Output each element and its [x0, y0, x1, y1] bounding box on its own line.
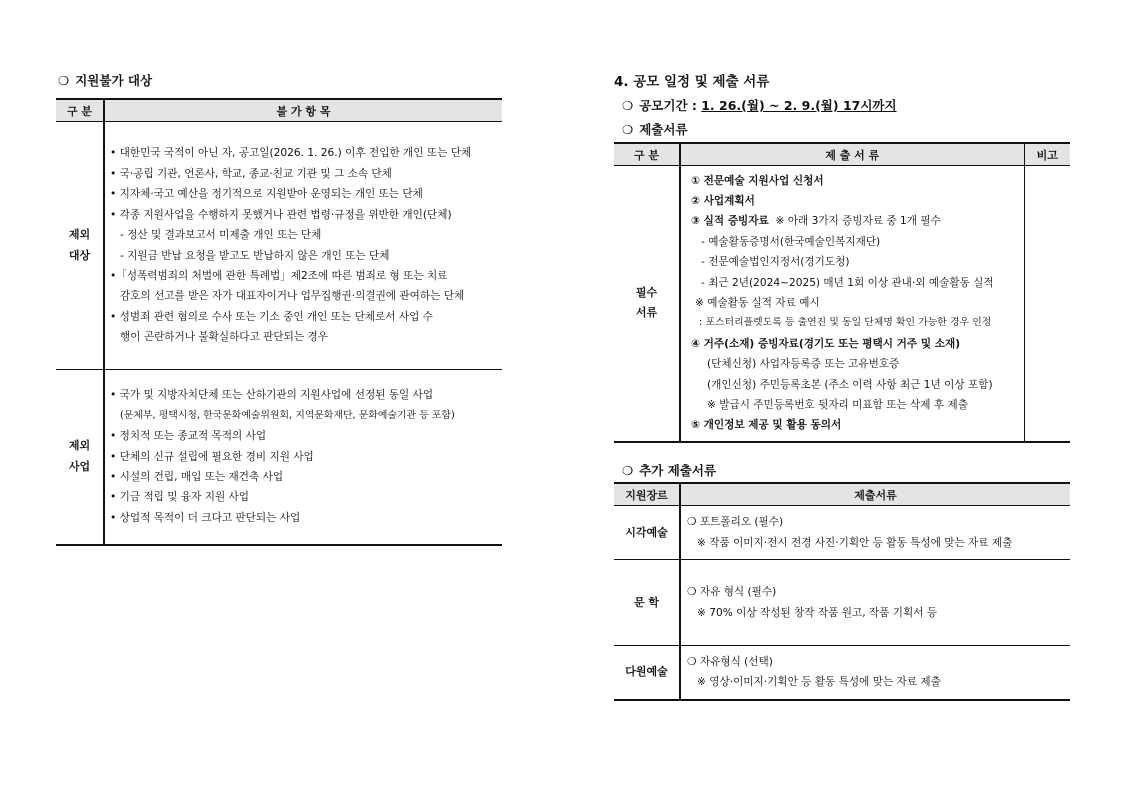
circle-bullet-icon: ❍ [622, 463, 634, 478]
section-title: 4. 공모 일정 및 제출 서류 [614, 74, 770, 90]
list-item: • 각종 지원사업을 수행하지 못했거나 관련 법령·규정을 위반한 개인(단체) [110, 208, 452, 221]
list-item: • 정치적 또는 종교적 목적의 사업 [110, 430, 267, 443]
list-item: - 예술활동증명서(한국예술인복지재단) [701, 235, 881, 248]
list-item: • 시설의 건립, 매입 또는 재건축 사업 [110, 470, 284, 483]
list-item: 행이 곤란하거나 불확실하다고 판단되는 경우 [120, 331, 328, 344]
genre-cell: 다원예술 [614, 646, 680, 700]
ineligible-heading-text: 지원불가 대상 [75, 73, 153, 88]
list-item: (개인신청) 주민등록초본 (주소 이력 사항 최근 1년 이상 포함) [707, 378, 993, 391]
list-item: ⑤ 개인정보 제공 및 활용 동의서 [691, 419, 842, 432]
list-item: • 국가 및 지방자치단체 또는 산하기관의 지원사업에 선정된 동일 사업 [110, 389, 434, 402]
list-item: ※ 작품 이미지·전시 전경 사진·기획안 등 활동 특성에 맞는 자료 제출 [697, 536, 1013, 549]
list-item: • 대한민국 국적이 아닌 자, 공고일(2026. 1. 26.) 이후 전입한 개인 또는 단체 [110, 147, 472, 160]
list-item: ※ 발급시 주민등록번호 뒷자리 미표함 또는 삭제 후 제출 [707, 399, 968, 412]
category-line: 대상 [68, 248, 91, 262]
genre-docs [680, 560, 1070, 646]
list-item: ※ 70% 이상 작성된 창작 작품 원고, 작품 기획서 등 [697, 606, 938, 619]
list-item: - 지원금 반납 요청을 받고도 반납하지 않은 개인 또는 단체 [120, 249, 390, 262]
list-item: ❍ 포트폴리오 (필수) [687, 516, 784, 529]
list-item: ※ 예술활동 실적 자료 예시 [695, 297, 820, 310]
list-item: ④ 거주(소재) 증빙자료(경기도 또는 평택시 거주 및 소재) [691, 337, 961, 350]
list-item: ① 전문예술 지원사업 신청서 [691, 174, 824, 187]
category-line: 사업 [68, 459, 91, 473]
table-row [56, 370, 502, 545]
table-row [614, 166, 1070, 442]
list-item: • 성범죄 관련 혐의로 수사 또는 기소 중인 개인 또는 단체로서 사업 수 [110, 310, 433, 323]
list-item: : 포스터리플렛도록 등 출연진 및 동일 단체명 확인 가능한 경우 인정 [699, 317, 992, 329]
category-line: 제외 [68, 228, 91, 242]
col-header-category: 구 분 [614, 143, 680, 166]
list-item: - 전문예술법인지정서(경기도청) [701, 256, 850, 269]
list-item: ❍ 자유 형식 (필수) [687, 586, 777, 599]
genre-cell: 문 학 [614, 560, 680, 646]
category-line: 제외 [68, 439, 91, 453]
list-item: • 국·공립 기관, 언론사, 학교, 종교·친교 기관 및 그 소속 단체 [110, 167, 392, 180]
remarks-cell [1024, 166, 1070, 442]
required-docs-list [680, 166, 1024, 442]
col-header-remarks: 비고 [1024, 143, 1070, 166]
col-header-extra-docs: 제출서류 [680, 483, 1070, 506]
ineligible-table [56, 98, 502, 546]
list-item: • 단체의 신규 설립에 필요한 경비 지원 사업 [110, 450, 314, 463]
docs-heading-text: 제출서류 [639, 122, 688, 137]
table-row [614, 560, 1070, 646]
table-row [56, 122, 502, 370]
list-item: •「성폭력범죄의 처벌에 관한 특례법」제2조에 따른 범죄로 형 또는 치료 [110, 269, 448, 282]
ineligible-heading [58, 71, 152, 89]
list-item: ❍ 자유형식 (선택) [687, 655, 773, 668]
list-item: • 기금 적립 및 융자 지원 사업 [110, 491, 250, 504]
list-item: • 상업적 목적이 더 크다고 판단되는 사업 [110, 511, 301, 524]
extra-docs-table [614, 482, 1070, 701]
genre-docs [680, 506, 1070, 560]
list-item [691, 211, 1024, 231]
circle-bullet-icon: ❍ [58, 73, 70, 88]
genre-cell: 시각예술 [614, 506, 680, 560]
col-header-genre: 지원장르 [614, 483, 680, 506]
list-item: ② 사업계획서 [691, 195, 755, 208]
excluded-target-items [104, 122, 502, 370]
col-header-category: 구 분 [56, 99, 104, 122]
category-excluded-project [56, 370, 104, 545]
table-row [614, 506, 1070, 560]
period-value: 1. 26.(월) ~ 2. 9.(월) 17시까지 [701, 98, 897, 113]
list-item: (단체신청) 사업자등록증 또는 고유번호증 [707, 358, 900, 371]
required-docs-table [614, 142, 1070, 443]
category-required [614, 166, 680, 442]
list-item: (문체부, 평택시청, 한국문화예술위원회, 지역문화재단, 문화예술기관 등 포함) [120, 409, 455, 421]
category-line: 서류 [635, 306, 658, 320]
category-line: 필수 [635, 285, 658, 299]
col-header-docs: 제 출 서 류 [680, 143, 1024, 166]
list-item: • 지자체·국고 예산을 정기적으로 지원받아 운영되는 개인 또는 단체 [110, 188, 423, 201]
list-item: 감호의 선고를 받은 자가 대표자이거나 업무집행권·의결권에 관여하는 단체 [120, 290, 465, 303]
list-item: - 정산 및 결과보고서 미제출 개인 또는 단체 [120, 229, 322, 242]
excluded-project-items [104, 370, 502, 545]
evidence-note: ※ 아래 3가지 증빙자료 중 1개 필수 [775, 215, 941, 228]
circle-bullet-icon: ❍ [622, 122, 634, 137]
extra-docs-heading-text: 추가 제출서류 [639, 463, 717, 478]
period-line [622, 96, 897, 114]
table-row [614, 646, 1070, 700]
list-item: ※ 영상·이미지·기획안 등 활동 특성에 맞는 자료 제출 [697, 676, 941, 689]
evidence-title: ③ 실적 증빙자료 [691, 215, 769, 228]
extra-docs-heading [622, 461, 716, 479]
docs-heading [622, 120, 688, 138]
genre-docs [680, 646, 1070, 700]
col-header-items: 불 가 항 목 [104, 99, 502, 122]
circle-bullet-icon: ❍ [622, 98, 634, 113]
list-item: - 최근 2년(2024~2025) 매년 1회 이상 관내·외 예술활동 실적 [701, 276, 994, 289]
period-label: 공모기간 : [639, 98, 697, 113]
category-excluded-target [56, 122, 104, 370]
